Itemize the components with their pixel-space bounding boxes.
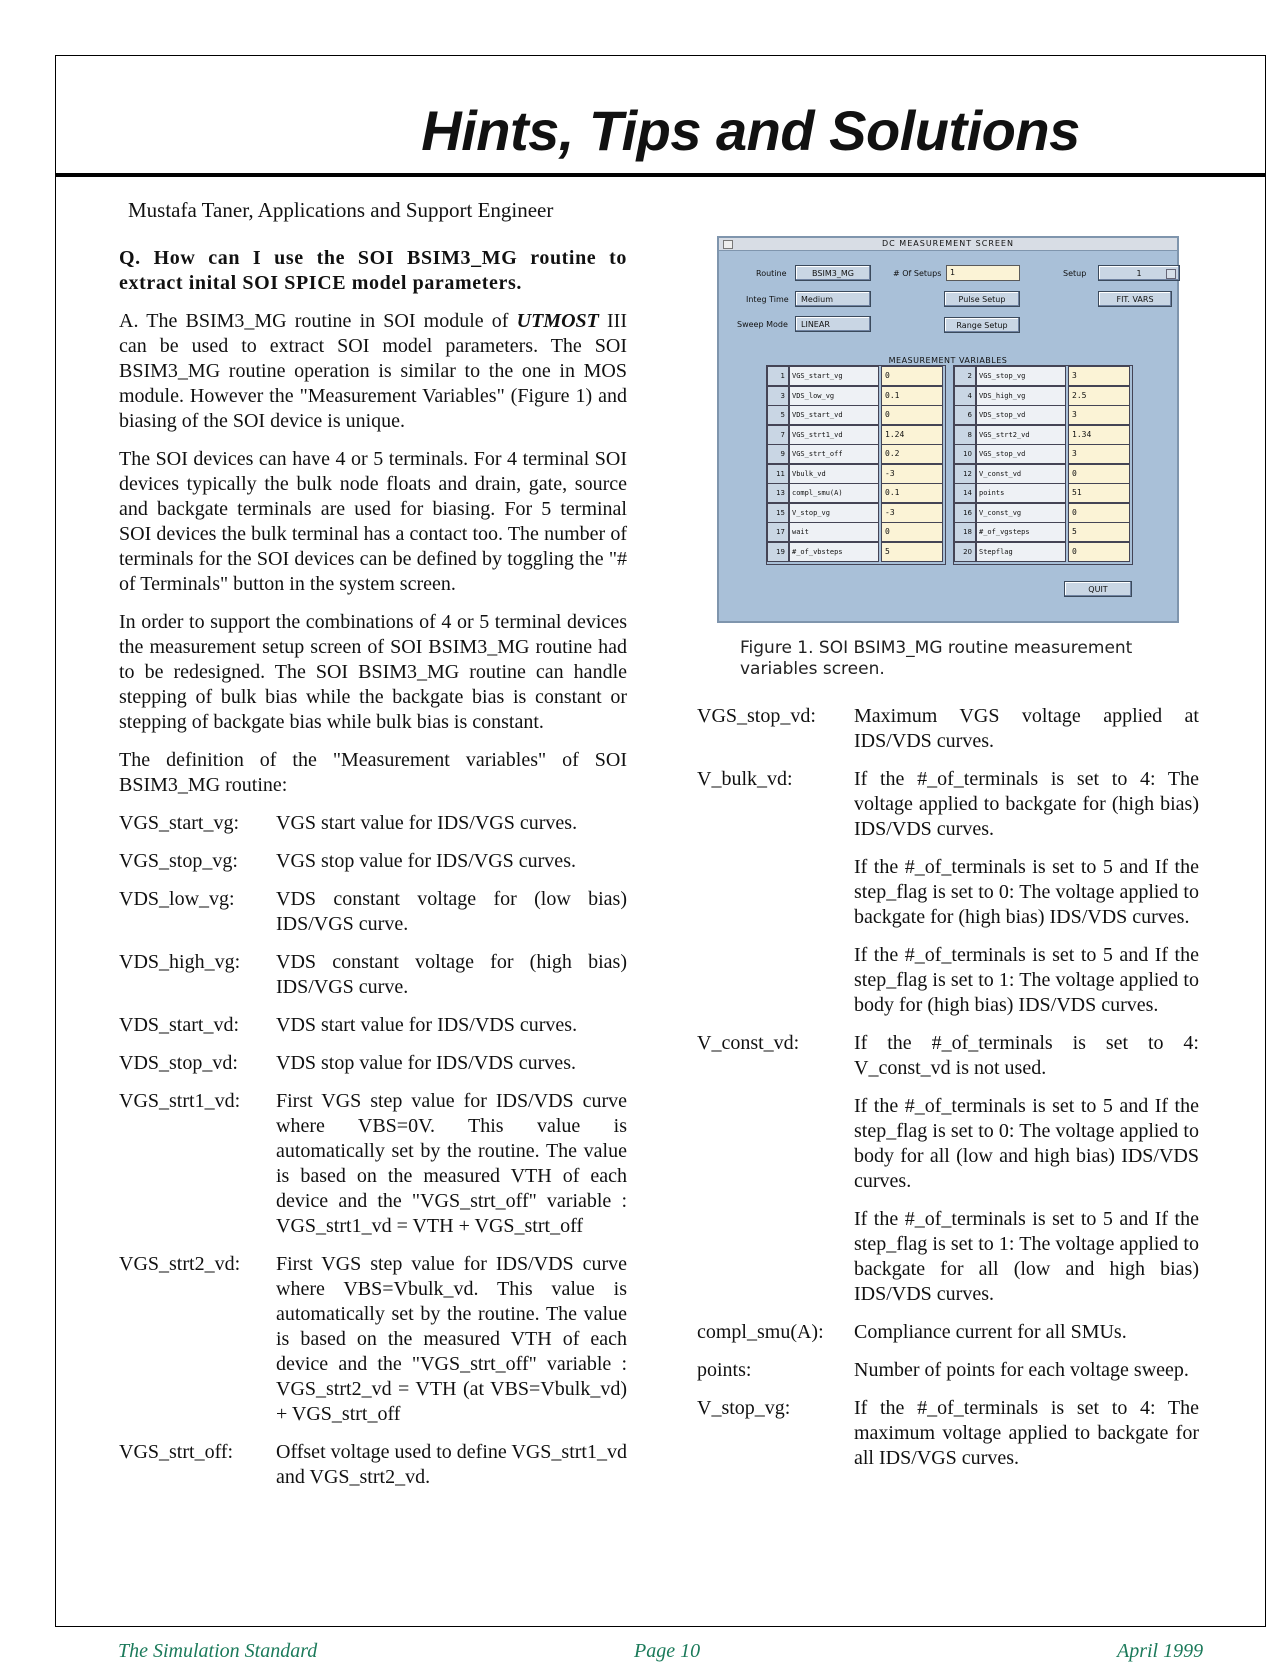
definition-term: V_bulk_vd: (697, 768, 793, 790)
definition-text: Maximum VGS voltage applied at IDS/VDS curves. (854, 705, 1199, 752)
variable-name: VDS_low_vg (789, 386, 879, 406)
header-rule (55, 173, 1266, 177)
definition-row (697, 1396, 1199, 1471)
window-titlebar (719, 238, 1177, 251)
definition-row (697, 767, 1199, 842)
variable-name: compl_smu(A) (789, 483, 879, 503)
definition-term: V_const_vd: (697, 1032, 800, 1054)
variable-name: Stepflag (976, 542, 1066, 562)
variable-value-field[interactable]: 0.1 (881, 386, 943, 406)
routine-button[interactable]: BSIM3_MG (795, 265, 871, 281)
variable-number: 6 (954, 405, 976, 425)
definition-text: If the #_of_terminals is set to 5 and If the step_flag is set to 0: The voltage applied to body for all (low and high bias) IDS/VDS curves. (854, 1095, 1199, 1192)
variable-number: 4 (954, 386, 976, 406)
variable-value-field[interactable]: 5 (1068, 522, 1130, 542)
figure-caption: Figure 1. SOI BSIM3_MG routine measurement variables screen. (740, 638, 1133, 679)
variables-panel-right (953, 365, 1133, 565)
variable-number: 20 (954, 542, 976, 562)
definition-row (119, 1051, 627, 1076)
variable-number: 5 (767, 405, 789, 425)
redesign-paragraph: In order to support the combinations of 4 or 5 terminal devices the measurement setup screen of SOI BSIM3_MG routine had to be redesigned. The SOI BSIM3_MG routine can handle stepping of bulk bias while the backgate bias is constant or stepping of backgate bias while bulk bias is constant. (119, 611, 627, 733)
setup-arrow-icon[interactable] (1166, 269, 1176, 279)
definition-text: If the #_of_terminals is set to 5 and If the step_flag is set to 1: The voltage applied to body for (high bias) IDS/VDS curves. (854, 944, 1199, 1016)
variable-row (767, 366, 945, 386)
definition-row (697, 1031, 1199, 1081)
footer-publication: The Simulation Standard (118, 1640, 318, 1662)
variable-number: 15 (767, 503, 789, 523)
integ-time-label: Integ Time (746, 295, 789, 304)
definition-text: If the #_of_terminals is set to 5 and If the step_flag is set to 1: The voltage applied to backgate for all (low and high bias) IDS/VDS curves. (854, 1208, 1199, 1305)
definition-text: VDS stop value for IDS/VDS curves. (276, 1052, 576, 1074)
footer-date: April 1999 (1117, 1640, 1204, 1662)
definition-row (119, 887, 627, 937)
variables-panel-left (766, 365, 946, 565)
variable-name: VGS_strt2_vd (976, 425, 1066, 445)
variable-number: 12 (954, 464, 976, 484)
author-line: Mustafa Taner, Applications and Support Engineer (128, 198, 554, 222)
variable-value-field[interactable]: 2.5 (1068, 386, 1130, 406)
variable-row (767, 464, 945, 484)
footer-page-number: Page 10 (634, 1640, 701, 1662)
variable-name: #_of_vbsteps (789, 542, 879, 562)
variable-row (954, 483, 1132, 503)
definition-text: Offset voltage used to define VGS_strt1_vd and VGS_strt2_vd. (276, 1441, 627, 1488)
definition-row (119, 1089, 627, 1239)
definition-row (119, 1252, 627, 1427)
definition-row (697, 704, 1199, 754)
variable-value-field[interactable]: 0.2 (881, 444, 943, 464)
variable-row (767, 425, 945, 445)
setup-value: 1 (1136, 269, 1142, 278)
variable-number: 19 (767, 542, 789, 562)
left-column (119, 246, 627, 1503)
utmost-name: UTMOST (516, 310, 599, 332)
definition-text: If the #_of_terminals is set to 4: The voltage applied to backgate for (high bias) IDS/VDS curves. (854, 768, 1199, 840)
integ-time-button[interactable]: Medium (795, 291, 871, 307)
answer-paragraph (119, 309, 627, 434)
variable-value-field[interactable]: 1.24 (881, 425, 943, 445)
variable-name: V_const_vd (976, 464, 1066, 484)
variable-number: 7 (767, 425, 789, 445)
variable-number: 8 (954, 425, 976, 445)
setups-label: # Of Setups (893, 269, 942, 278)
answer-text-a: A. The BSIM3_MG routine in SOI module of (119, 310, 517, 332)
variable-row (954, 542, 1132, 562)
variable-value-field[interactable]: 5 (881, 542, 943, 562)
definition-text: VGS stop value for IDS/VGS curves. (276, 850, 576, 872)
variable-row (954, 464, 1132, 484)
definition-text: VDS constant voltage for (high bias) IDS/VGS curve. (276, 951, 627, 998)
variable-value-field[interactable]: -3 (881, 503, 943, 523)
definition-row (119, 950, 627, 1000)
variable-row (767, 483, 945, 503)
variable-row (954, 522, 1132, 542)
variable-number: 9 (767, 444, 789, 464)
variable-name: VGS_strt_off (789, 444, 879, 464)
variable-row (954, 405, 1132, 425)
variable-row (767, 503, 945, 523)
quit-button[interactable]: QUIT (1064, 581, 1132, 597)
variable-name: #_of_vgsteps (976, 522, 1066, 542)
definition-row (119, 849, 627, 874)
setups-field[interactable]: 1 (946, 265, 1020, 281)
variable-name: VGS_start_vg (789, 366, 879, 386)
definition-term: VGS_stop_vd: (697, 705, 816, 727)
variable-name: V_const_vg (976, 503, 1066, 523)
window-title: DC MEASUREMENT SCREEN (882, 239, 1014, 248)
variable-value-field[interactable]: 0 (881, 522, 943, 542)
definition-row (119, 811, 627, 836)
definition-text: VGS start value for IDS/VGS curves. (276, 812, 578, 834)
variable-number: 13 (767, 483, 789, 503)
variable-row (767, 405, 945, 425)
definition-text: If the #_of_terminals is set to 4: The maximum voltage applied to backgate for all IDS/VGS curves. (854, 1397, 1199, 1469)
variable-name: VGS_stop_vg (976, 366, 1066, 386)
variable-value-field[interactable]: 3 (1068, 444, 1130, 464)
variable-name: V_stop_vg (789, 503, 879, 523)
setup-selector[interactable] (1098, 265, 1180, 281)
definition-text: First VGS step value for IDS/VDS curve where VBS=Vbulk_vd. This value is automatically set by the routine. The value is based on the measured VTH of each device and the "VGS_strt_off" variable : VGS_strt2_vd = VTH (at VBS=Vbulk_vd) + VGS_strt_off (276, 1253, 627, 1425)
definition-text: If the #_of_terminals is set to 5 and If the step_flag is set to 0: The voltage applied to backgate for (high bias) IDS/VDS curves. (854, 856, 1199, 928)
variable-name: Vbulk_vd (789, 464, 879, 484)
variable-name: VDS_start_vd (789, 405, 879, 425)
definition-term: VDS_high_vg: (119, 951, 241, 973)
variable-row (767, 386, 945, 406)
variable-row (767, 444, 945, 464)
variable-row (954, 425, 1132, 445)
variable-value-field[interactable]: 0 (881, 405, 943, 425)
definition-text: Compliance current for all SMUs. (854, 1321, 1127, 1343)
variable-value-field[interactable]: 0 (881, 366, 943, 386)
definition-term: VGS_start_vg: (119, 812, 239, 834)
variable-name: wait (789, 522, 879, 542)
variable-row (954, 386, 1132, 406)
right-definition-list (697, 704, 1199, 1484)
range-setup-button[interactable]: Range Setup (944, 317, 1020, 333)
definition-term: VDS_start_vd: (119, 1014, 239, 1036)
variable-row (767, 522, 945, 542)
variable-name: VGS_strt1_vd (789, 425, 879, 445)
definition-text: First VGS step value for IDS/VDS curve where VBS=0V. This value is automatically set by the routine. The value is based on the measured VTH of each device and the "VGS_strt_off" variable : VGS_strt1_vd = VTH + VGS_strt_off (276, 1090, 627, 1237)
variable-number: 16 (954, 503, 976, 523)
variable-number: 10 (954, 444, 976, 464)
terminals-paragraph: The SOI devices can have 4 or 5 terminals. For 4 terminal SOI devices typically the bulk node floats and drain, gate, source and backgate terminals are used for biasing. For 5 terminal SOI devices the bulk terminal has a contact too. The number of terminals for the SOI devices can be defined by toggling the "# of Terminals" button in the system screen. (119, 448, 627, 595)
window-menu-icon[interactable] (723, 240, 733, 249)
routine-label: Routine (756, 269, 787, 278)
variable-value-field[interactable]: 3 (1068, 366, 1130, 386)
measurement-variables-title: MEASUREMENT VARIABLES (888, 356, 1008, 365)
variable-row (954, 444, 1132, 464)
variable-value-field[interactable]: 0 (1068, 542, 1130, 562)
variable-value-field[interactable]: 3 (1068, 405, 1130, 425)
sweep-mode-label: Sweep Mode (737, 320, 788, 329)
left-definition-list (119, 811, 627, 1490)
variable-value-field[interactable]: 1.34 (1068, 425, 1130, 445)
definition-row (697, 1320, 1199, 1345)
setup-label: Setup (1063, 269, 1087, 278)
definition-term: VGS_strt2_vd: (119, 1253, 241, 1275)
variable-value-field[interactable]: 0 (1068, 464, 1130, 484)
definition-text: If the #_of_terminals is set to 4: V_const_vd is not used. (854, 1032, 1199, 1079)
definition-text: VDS constant voltage for (low bias) IDS/VGS curve. (276, 888, 627, 935)
answer-text-b: III can be used to extract SOI model parameters. The SOI BSIM3_MG routine operation is similar to the one in MOS module. However the "Measurement Variables" (Figure 1) and biasing of the SOI device is unique. (119, 310, 627, 432)
definition-row (119, 1440, 627, 1490)
definition-term: points: (697, 1359, 752, 1381)
variable-name: points (976, 483, 1066, 503)
variable-number: 17 (767, 522, 789, 542)
variable-name: VDS_stop_vd (976, 405, 1066, 425)
definition-text: VDS start value for IDS/VDS curves. (276, 1014, 578, 1036)
variable-row (767, 542, 945, 562)
definition-term: VDS_stop_vd: (119, 1052, 238, 1074)
sweep-mode-button[interactable]: LINEAR (795, 316, 871, 332)
variable-value-field[interactable]: 0 (1068, 503, 1130, 523)
variable-value-field[interactable]: -3 (881, 464, 943, 484)
variable-value-field[interactable]: 0.1 (881, 483, 943, 503)
definition-row (697, 1358, 1199, 1383)
variable-row (954, 366, 1132, 386)
page-title: Hints, Tips and Solutions (421, 99, 1080, 162)
variable-name: VGS_stop_vd (976, 444, 1066, 464)
definition-term: VGS_strt1_vd: (119, 1090, 241, 1112)
dc-measurement-screen (717, 236, 1179, 623)
fit-vars-button[interactable]: FIT. VARS (1098, 291, 1172, 307)
variable-number: 1 (767, 366, 789, 386)
definition-term: VDS_low_vg: (119, 888, 235, 910)
definition-text: Number of points for each voltage sweep. (854, 1359, 1189, 1381)
definition-row (119, 1013, 627, 1038)
pulse-setup-button[interactable]: Pulse Setup (944, 291, 1020, 307)
definition-term: VGS_stop_vg: (119, 850, 238, 872)
definition-term: compl_smu(A): (697, 1321, 824, 1343)
definition-term: VGS_strt_off: (119, 1441, 234, 1463)
variable-row (954, 503, 1132, 523)
variable-number: 14 (954, 483, 976, 503)
definition-intro: The definition of the "Measurement variables" of SOI BSIM3_MG routine: (119, 749, 627, 796)
definition-term: V_stop_vg: (697, 1397, 791, 1419)
variable-number: 11 (767, 464, 789, 484)
question: Q. How can I use the SOI BSIM3_MG routine to extract inital SOI SPICE model parameters. (119, 247, 627, 294)
variable-number: 2 (954, 366, 976, 386)
variable-number: 18 (954, 522, 976, 542)
variable-name: VDS_high_vg (976, 386, 1066, 406)
variable-value-field[interactable]: 51 (1068, 483, 1130, 503)
variable-number: 3 (767, 386, 789, 406)
